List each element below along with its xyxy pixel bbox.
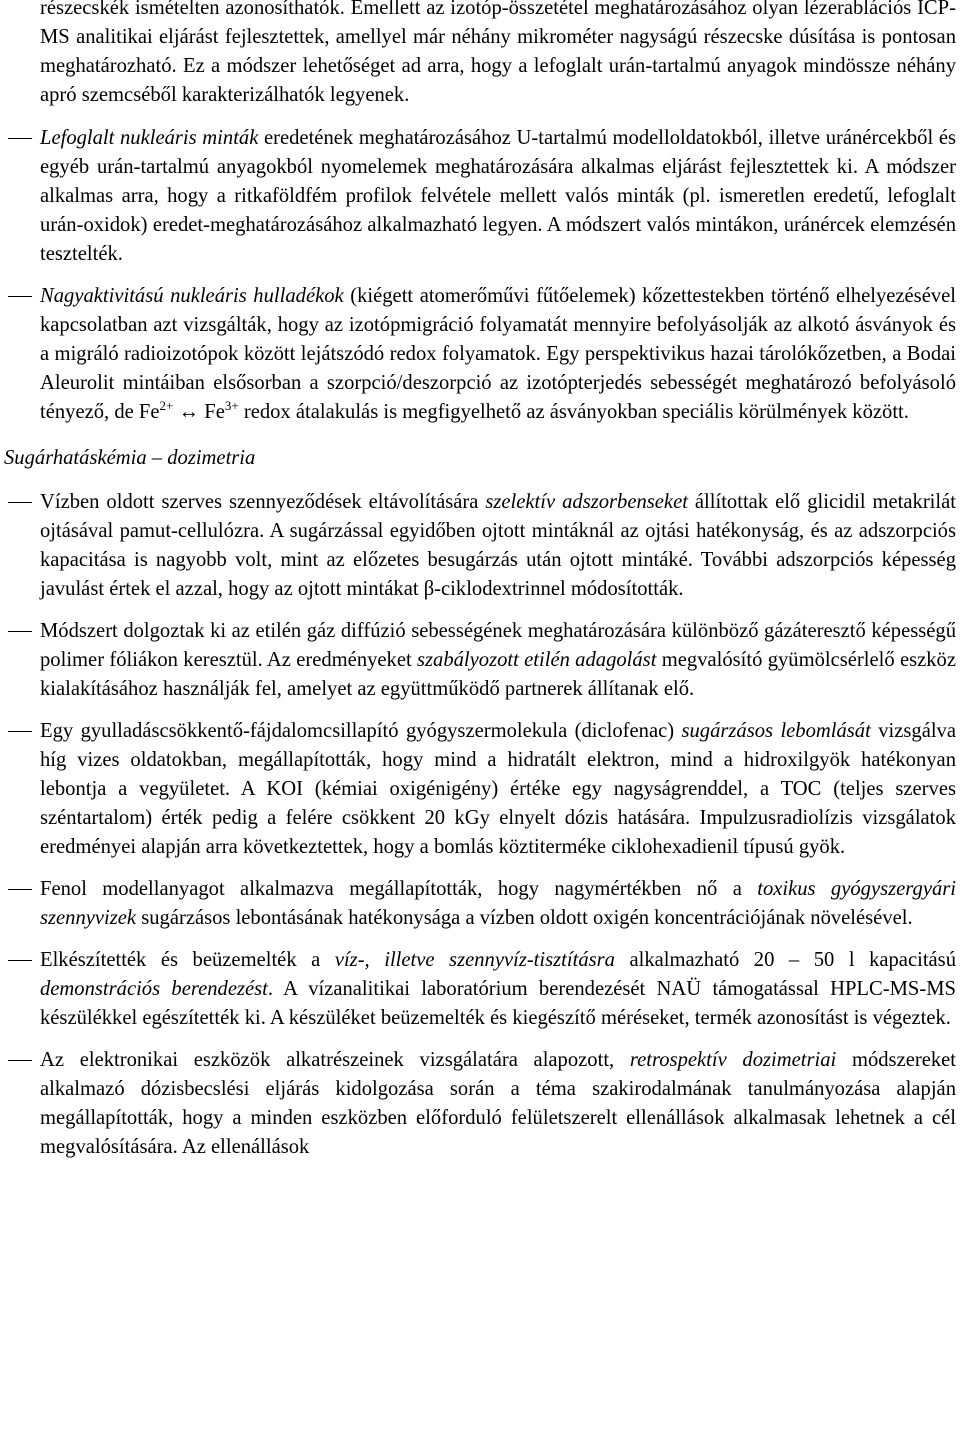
item-text: vizsgálva híg vizes oldatokban, megállapították, hogy mind a hidratált elektron, mind a hidroxilgyök hatékonyan lebontja a vegyületet. A KOI (kémiai oxigénigény) értéke egy nagyságrenddel, a TOC (teljes szerves széntartalom) érték pedig a felére csökkent 20 kGy elnyelt dózis hatására. Impulzusradiolízis vizsgálatok eredményei alapján arra következtettek, hogy a bomlás köztiterméke ciklohexadienil típusú gyök.	[40, 720, 956, 858]
item-emphasis: retrospektív dozimetriai	[629, 1049, 837, 1071]
item-emphasis: szelektív adszorbenseket	[485, 491, 688, 513]
superscript-charge: 3+	[224, 398, 239, 413]
item-text: Elkészítették és beüzemelték a	[40, 949, 335, 971]
list-item-lefoglalt-mintak	[4, 124, 956, 269]
item-emphasis: toxikus gyógyszergyári szennyvizek	[40, 878, 956, 929]
list-item-adszorbens	[4, 488, 956, 604]
section-heading: Sugárhatáskémia – dozimetria	[4, 447, 256, 469]
item-text: ↔ Fe	[173, 401, 225, 423]
list-item-berendezes	[4, 946, 956, 1033]
list-item-fenol	[4, 875, 956, 933]
item-text: Fenol modellanyagot alkalmazva megállapították, hogy nagymértékben nő a	[40, 878, 758, 900]
item-text: Az elektronikai eszközök alkatrészeinek vizsgálatára alapozott,	[40, 1049, 630, 1071]
item-text: . A vízanalitikai laboratórium berendezését NAÜ támogatással HPLC-MS-MS készülékkel egészítették ki. A készüléket beüzemelték és kiegészítő méréseket, termék azonosítást is végeztek.	[40, 978, 956, 1029]
item-text: Egy gyulladáscsökkentő-fájdalomcsillapító gyógyszermolekula (diclofenac)	[40, 720, 682, 742]
item-emphasis: szabályozott etilén adagolást	[417, 649, 657, 671]
item-text: sugárzásos lebontásának hatékonysága a vízben oldott oxigén koncentrációjának növelésével.	[136, 907, 913, 929]
item-text: megvalósító gyümölcsérlelő eszköz kialakításához használják fel, amelyet az együttműködő partnerek állítanak elő.	[40, 649, 956, 700]
item-text: állítottak elő glicidil metakrilát ojtásával pamut-cellulózra. A sugárzással egyidőben ojtott mintáknál az ojtási hatékonyság, és az adszorpciós kapacitása is nagyobb volt, mint az előzetes besugárzás után ojtott mintáké. További adszorpciós képesség javulást értek el azzal, hogy az ojtott mintákat β-ciklodextrinnel módosították.	[40, 491, 956, 600]
item-text: redox átalakulás is megfigyelhető az ásványokban speciális körülmények között.	[238, 401, 909, 423]
list-item-diclofenac	[4, 717, 956, 862]
list-item-dozimetria	[4, 1046, 956, 1162]
item-emphasis: sugárzásos lebomlását	[681, 720, 871, 742]
item-text: Módszert dolgoztak ki az etilén gáz diffúzió sebességének meghatározására különböző gázáteresztő képességű polimer fóliákon keresztül. Az eredményeket	[40, 620, 956, 671]
intro-paragraph	[40, 0, 956, 110]
intro-text: részecskék ismételten azonosíthatók. Emellett az izotóp-összetétel meghatározásához olyan lézerablációs ICP-MS analitikai eljárást fejlesztettek, amellyel már néhány mikrométer nagyságú részecske dúsítása is pontosan meghatározható. Ez a módszer lehetőséget ad arra, hogy a lefoglalt urán-tartalmú anyagok mindössze néhány apró szemcséből karakterizálhatók legyenek.	[40, 0, 956, 106]
list-item-hulladekok	[4, 282, 956, 427]
item-text: (kiégett atomerőművi fűtőelemek) kőzettestekben történő elhelyezésével kapcsolatban azt vizsgálták, hogy az izotópmigráció folyamatát mennyire befolyásolják az alkotó ásványok és a migráló radioizotópok között lejátszódó redox folyamatok. Egy perspektivikus hazai tárolókőzetben, a Bodai Aleurolit mintáiban elsősorban a szorpció/deszorpció az izotópterjedés sebességét meghatározó befolyásoló tényező, de Fe	[40, 285, 956, 423]
list-item-etilen	[4, 617, 956, 704]
item-emphasis: Nagyaktivitású nukleáris hulladékok	[40, 285, 344, 307]
superscript-charge: 2+	[159, 398, 174, 413]
item-text: módszereket alkalmazó dózisbecslési eljárás kidolgozása során a téma szakirodalmának tanulmányozása alapján megállapították, hogy a minden eszközben előforduló felületszerelt ellenállások alkalmasak lehetnek a cél megvalósítására. Az ellenállások	[40, 1049, 957, 1158]
item-emphasis: demonstrációs berendezést	[40, 978, 268, 1000]
item-emphasis: Lefoglalt nukleáris minták	[40, 127, 259, 149]
item-text: Vízben oldott szerves szennyeződések eltávolítására	[40, 491, 486, 513]
item-text: eredetének meghatározásához U-tartalmú modelloldatokból, illetve uránércekből és egyéb urán-tartalmú anyagokból nyomelemek meghatározására alkalmas eljárást fejlesztettek ki. A módszer alkalmas arra, hogy a ritkaföldfém profilok felvétele mellett valós minták (pl. ismeretlen eredetű, lefoglalt urán-oxidok) eredet-meghatározásához alkalmazható legyen. A módszert valós mintákon, uránércek elemzésén tesztelték.	[40, 127, 956, 265]
item-emphasis: víz-, illetve szennyvíz-tisztításra	[334, 949, 615, 971]
item-text: alkalmazható 20 – 50 l kapacitású	[614, 949, 956, 971]
